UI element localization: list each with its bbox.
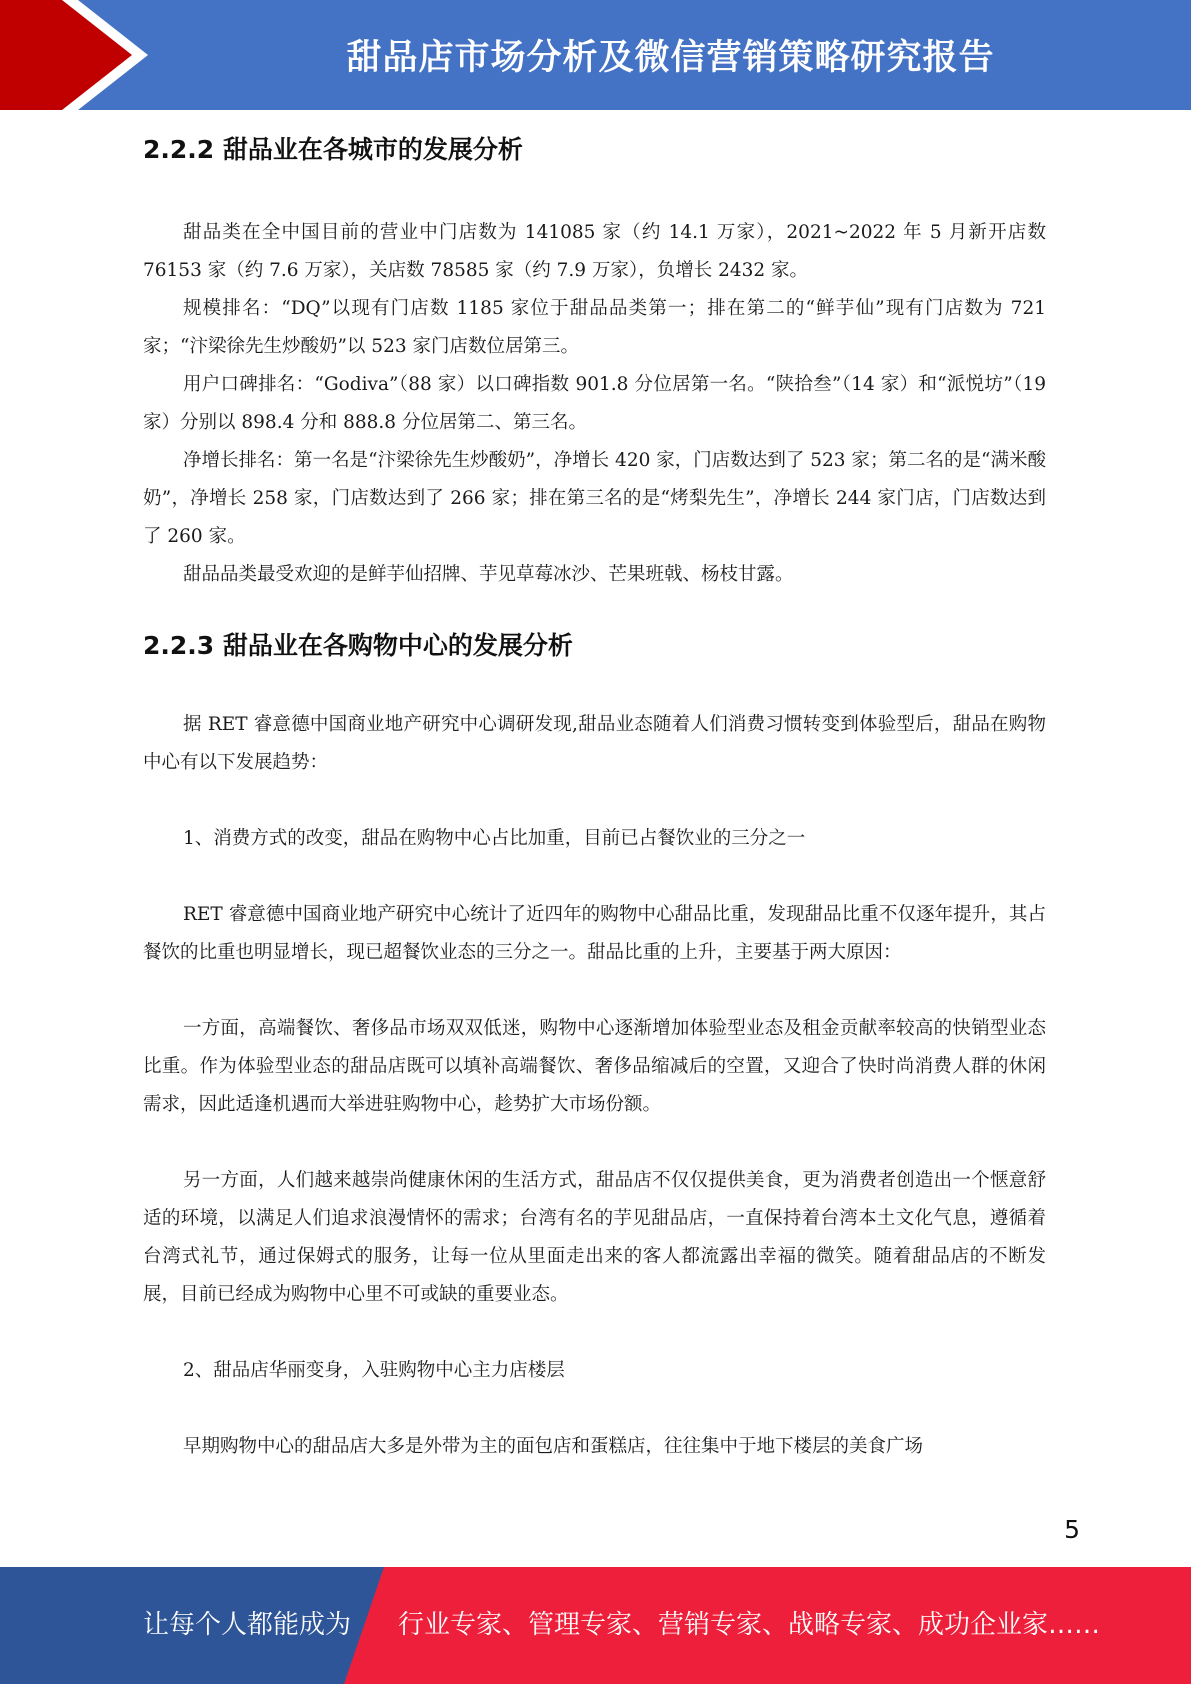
section-heading-2-2-3: 2.2.3 甜品业在各购物中心的发展分析 [143,631,573,660]
footer-slogan-right: 行业专家、管理专家、营销专家、战略专家、成功企业家…… [398,1610,1101,1640]
subheading: 2、甜品店华丽变身，入驻购物中心主力店楼层 [183,1360,565,1381]
paragraph: RET 睿意德中国商业地产研究中心统计了近四年的购物中心甜品比重，发现甜品比重不仅逐年提升，其占餐饮的比重也明显增长，现已超餐饮业态的三分之一。甜品比重的上升，主要基于两大原因： [143,904,1046,963]
paragraph: 另一方面，人们越来越崇尚健康休闲的生活方式，甜品店不仅仅提供美食，更为消费者创造出一个惬意舒适的环境，以满足人们追求浪漫情怀的需求；台湾有名的芋见甜品店，一直保持着台湾本土文化气息，遵循着台湾式礼节，通过保姆式的服务，让每一位从里面走出来的客人都流露出幸福的微笑。随着甜品店的不断发展，目前已经成为购物中心里不可或缺的重要业态。 [143,1170,1046,1305]
footer-slogan-left: 让每个人都能成为 [143,1610,352,1640]
document-title: 甜品店市场分析及微信营销策略研究报告 [346,38,995,78]
paragraph: 用户口碑排名：“Godiva”（88 家）以口碑指数 901.8 分位居第一名。“陕拾叁”（14 家）和“派悦坊”（19 家）分别以 898.4 分和 888.8 分位居第二、第三名。 [143,374,1046,433]
document-body [143,128,1046,1466]
header-banner [0,0,1191,110]
subheading: 1、消费方式的改变，甜品在购物中心占比加重，目前已占餐饮业的三分之一 [183,828,806,849]
paragraph: 规模排名：“DQ”以现有门店数 1185 家位于甜品品类第一；排在第二的“鲜芋仙”现有门店数为 721 家；“汴梁徐先生炒酸奶”以 523 家门店数位居第三。 [143,298,1046,357]
paragraph: 甜品类在全中国目前的营业中门店数为 141085 家（约 14.1 万家），2021~2022 年 5 月新开店数 76153 家（约 7.6 万家），关店数 78585 家（约 7.9 万家），负增长 2432 家。 [143,222,1046,281]
paragraph: 早期购物中心的甜品店大多是外带为主的面包店和蛋糕店，往往集中于地下楼层的美食广场 [183,1436,924,1457]
paragraph: 甜品品类最受欢迎的是鲜芋仙招牌、芋见草莓冰沙、芒果班戟、杨枝甘露。 [183,564,794,585]
paragraph: 一方面，高端餐饮、奢侈品市场双双低迷，购物中心逐渐增加体验型业态及租金贡献率较高的快销型业态比重。作为体验型业态的甜品店既可以填补高端餐饮、奢侈品缩减后的空置，又迎合了快时尚消费人群的休闲需求，因此适逢机遇而大举进驻购物中心，趁势扩大市场份额。 [143,1018,1046,1115]
paragraph: 净增长排名：第一名是“汴梁徐先生炒酸奶”，净增长 420 家，门店数达到了 523 家；第二名的是“满米酸奶”，净增长 258 家，门店数达到了 266 家；排在第三名的是“烤梨先生”，净增长 244 家门店，门店数达到了 260 家。 [143,450,1046,547]
section-heading-2-2-2: 2.2.2 甜品业在各城市的发展分析 [143,135,523,164]
page-number: 5 [1064,1515,1080,1544]
footer-banner [0,1567,1191,1684]
paragraph: 据 RET 睿意德中国商业地产研究中心调研发现,甜品业态随着人们消费习惯转变到体验型后，甜品在购物中心有以下发展趋势： [143,714,1046,773]
